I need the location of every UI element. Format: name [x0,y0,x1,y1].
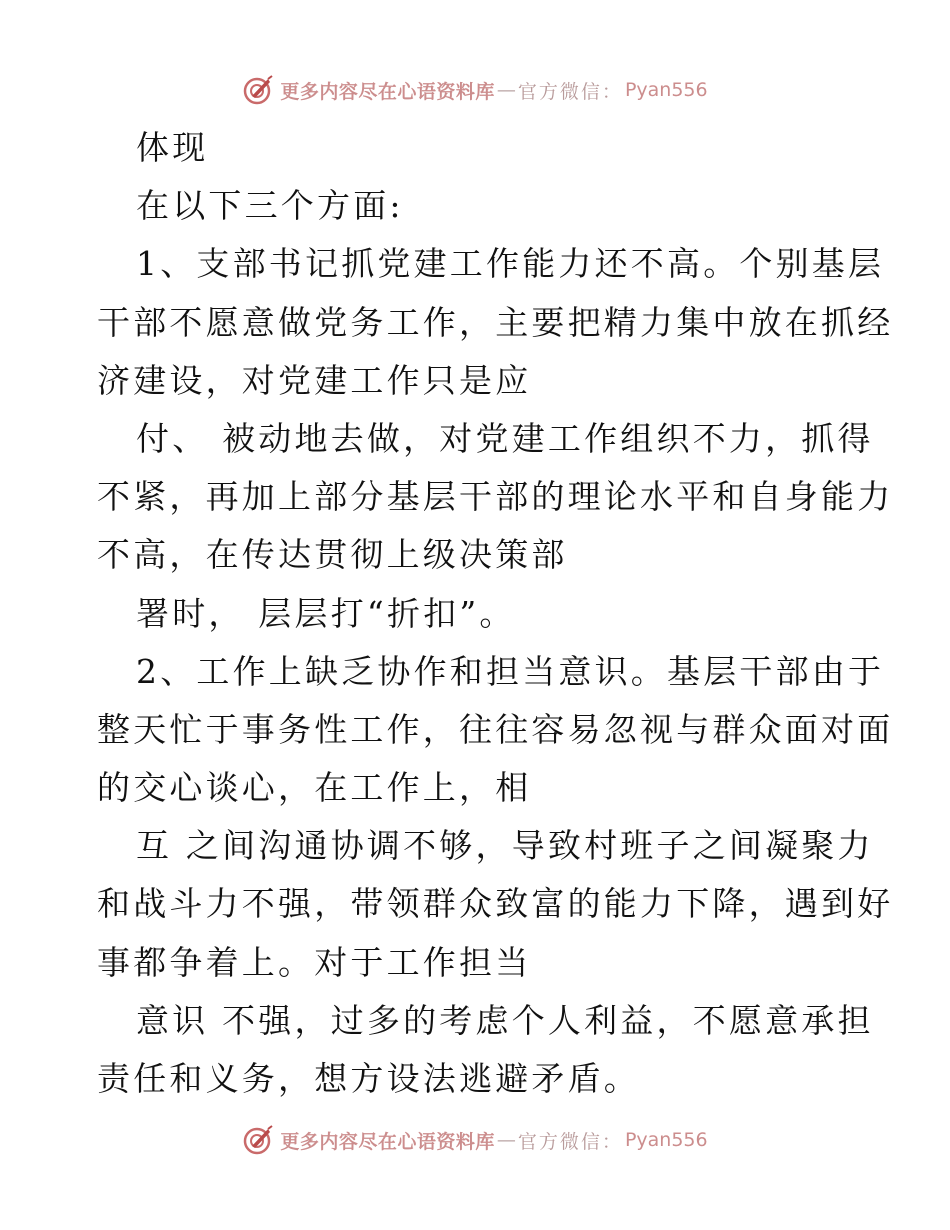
watermark-dash: — [496,1129,516,1151]
text-line: 互 之间沟通协调不够，导致村班子之间凝聚力 [136,826,874,866]
watermark-official-label: 官方微信： [517,80,623,103]
watermark-text: 更多内容尽在心语资料库 [280,1130,495,1153]
text-line: 1、支部书记抓党建工作能力还不高。个别基层 [136,244,885,284]
document-body [97,119,894,1108]
watermark-text: 更多内容尽在心语资料库 [280,80,495,103]
text-line: 责任和义务，想方设法逃避矛盾。 [97,1059,640,1098]
watermark-wechat-id: Pyan556 [624,1129,708,1151]
footer-watermark [0,1122,950,1158]
watermark-official-label: 官方微信： [517,1130,623,1153]
header-watermark [0,72,950,108]
text-line: 事都争着上。对于工作担当 [97,942,532,982]
text-line: 不紧，再加上部分基层干部的理论水平和自身能力 [97,477,894,517]
text-line: 的交心谈心，在工作上，相 [97,768,532,808]
watermark-wechat-id: Pyan556 [624,79,708,101]
text-line: 和战斗力不强，带领群众致富的能力下降，遇到好 [97,884,894,924]
text-line: 济建设，对党建工作只是应 [97,360,532,400]
text-line: 不高，在传达贯彻上级决策部 [97,535,568,575]
text-line: 体现 [136,128,209,167]
text-line: 在以下三个方面: [136,186,404,226]
quill-logo-icon [242,1124,274,1156]
text-line: 署时， 层层打“折扣”。 [136,593,516,633]
watermark-dash: — [496,79,516,101]
text-line: 2、工作上缺乏协作和担当意识。基层干部由于 [136,651,885,691]
text-line: 意识 不强，过多的考虑个人利益，不愿意承担 [136,1000,874,1040]
text-line: 付、 被动地去做，对党建工作组织不力，抓得 [136,418,874,458]
text-line: 整天忙于事务性工作，往往容易忽视与群众面对面 [97,709,894,749]
quill-logo-icon [242,74,274,106]
text-line: 干部不愿意做党务工作，主要把精力集中放在抓经 [97,302,894,342]
